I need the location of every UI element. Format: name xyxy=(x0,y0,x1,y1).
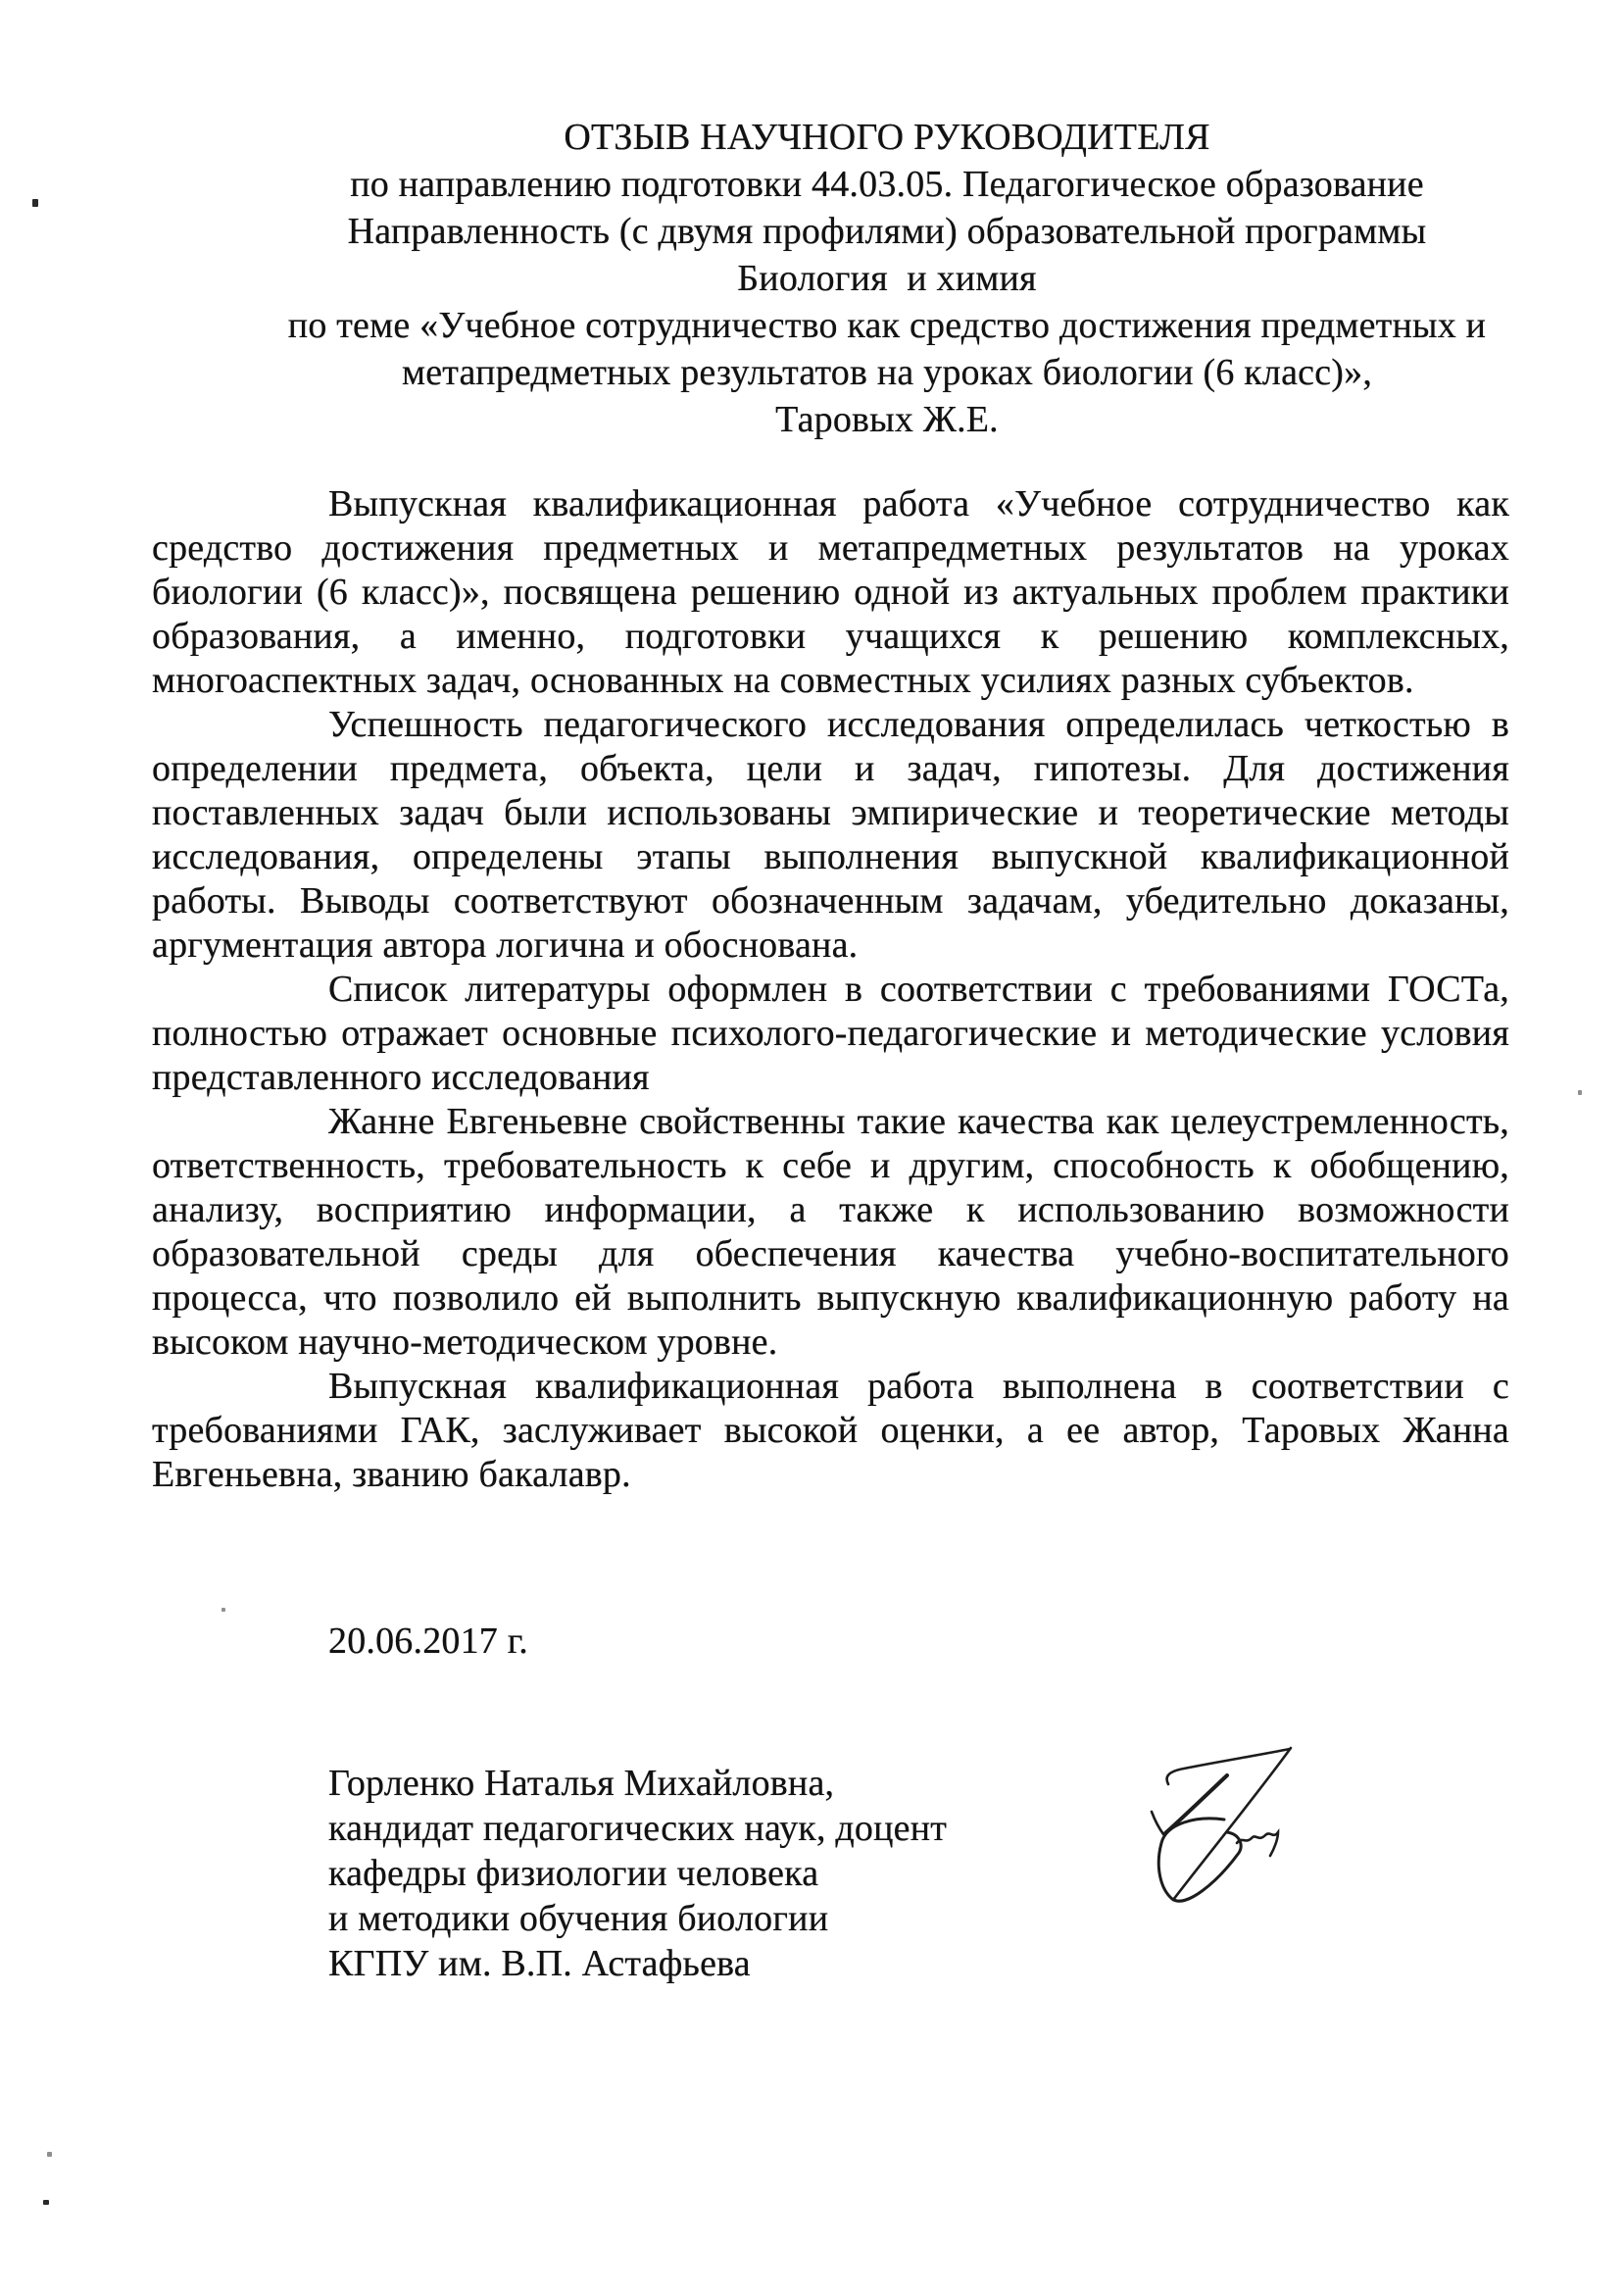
paragraph-thesis-relevance: Выпускная квалификационная работа «Учебное сотрудничество как средство достижения предметных и метапредметных результатов на уроках биологии (6 класс)», посвящена решению одной из актуальных проблем практики образования, а именно, подготовки учащихся к решению комплексных, многоаспектных задач, основанных на совместных усилиях разных субъектов. xyxy=(152,483,1509,701)
document-header xyxy=(211,114,1563,443)
paragraph-bibliography: Список литературы оформлен в соответствии с требованиями ГОСТа, полностью отражает основные психолого-педагогические и методические условия представленного исследования xyxy=(152,969,1509,1098)
header-thesis-topic-line2: метапредметных результатов на уроках биологии (6 класс)», xyxy=(401,352,1373,393)
paragraph-student-qualities: Жанне Евгеньевне свойственны такие качества как целеустремленность, ответственность, требовательность к себе и другим, способность к обобщению, анализу, восприятию информации, а также к использованию возможности образовательной среды для обеспечения качества учебно-воспитательного процесса, что позволило ей выполнить выпускную квалификационную работу на высоком научно-методическом уровне. xyxy=(152,1101,1509,1363)
scan-speck xyxy=(43,2200,49,2205)
supervisor-degree: кандидат педагогических наук, доцент xyxy=(328,1808,948,1849)
supervisor-block xyxy=(328,1761,947,1986)
paragraph-conclusion: Выпускная квалификационная работа выполнена в соответствии с требованиями ГАК, заслуживает высокой оценки, а ее автор, Таровых Жанна Евгеньевна, званию бакалавр. xyxy=(152,1366,1509,1495)
scan-speck xyxy=(221,1608,225,1612)
header-program-code: по направлению подготовки 44.03.05. Педагогическое образование xyxy=(350,164,1424,205)
supervisor-department-line2: и методики обучения биологии xyxy=(328,1898,829,1939)
supervisor-name: Горленко Наталья Михайловна, xyxy=(328,1763,835,1804)
scan-speck xyxy=(1578,1090,1582,1095)
supervisor-department-line1: кафедры физиологии человека xyxy=(328,1853,819,1894)
header-student-name: Таровых Ж.Е. xyxy=(775,399,999,440)
scan-speck xyxy=(47,2152,52,2157)
header-program-profiles: Биология и химия xyxy=(737,258,1037,299)
supervisor-university: КГПУ им. В.П. Астафьева xyxy=(328,1943,751,1984)
header-title: ОТЗЫВ НАУЧНОГО РУКОВОДИТЕЛЯ xyxy=(564,117,1210,158)
header-thesis-topic-line1: по теме «Учебное сотрудничество как средство достижения предметных и xyxy=(287,305,1487,346)
review-body xyxy=(152,482,1509,1497)
paragraph-research-success: Успешность педагогического исследования определилась четкостью в определении предмета, объекта, цели и задач, гипотезы. Для достижения поставленных задач были использованы эмпирические и теоретические методы исследования, определены этапы выполнения выпускной квалификационной работы. Выводы соответствуют обозначенным задачам, убедительно доказаны, аргументация автора логична и обоснована. xyxy=(152,704,1509,966)
review-date: 20.06.2017 г. xyxy=(328,1621,528,1662)
scan-speck xyxy=(32,199,38,207)
handwritten-signature-icon xyxy=(1125,1723,1302,1915)
header-program-orientation: Направленность (с двумя профилями) образовательной программы xyxy=(347,211,1427,252)
